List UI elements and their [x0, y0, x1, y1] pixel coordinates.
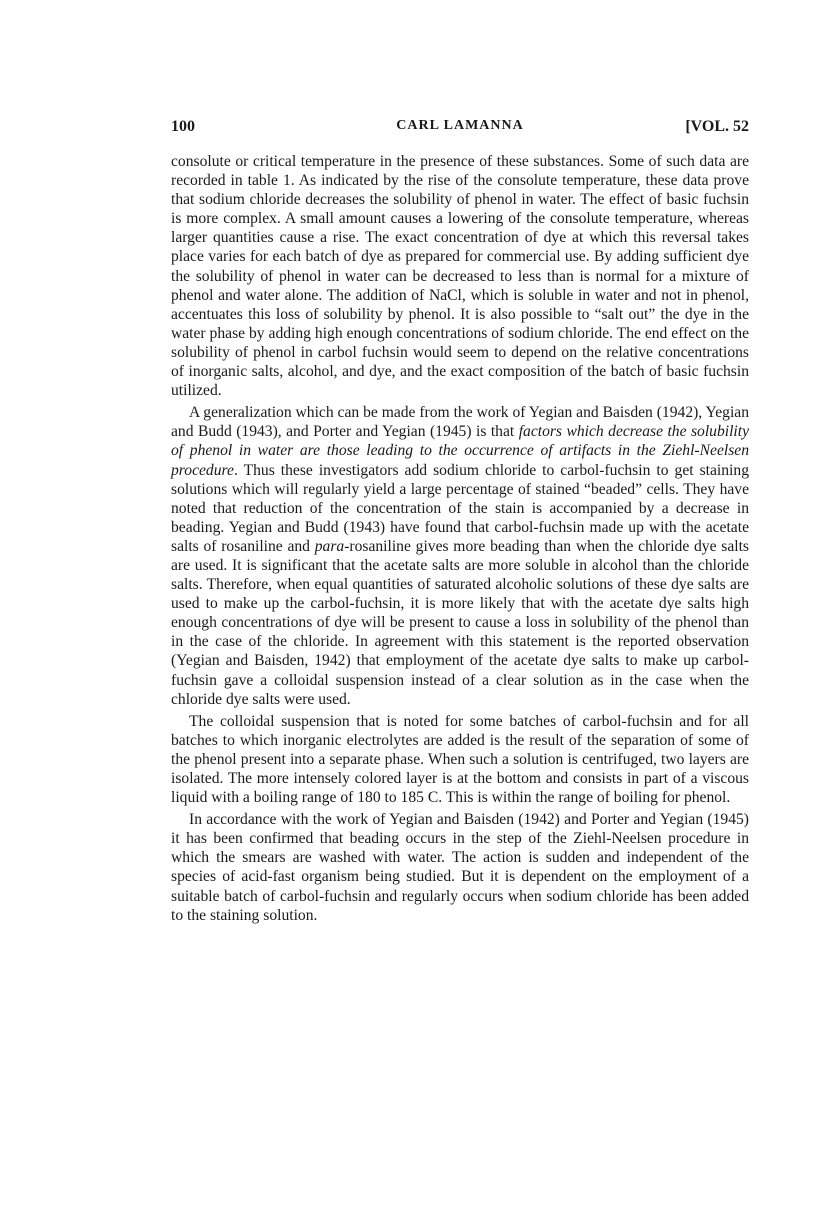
paragraph-text: The colloidal suspension that is noted for some batches of carbol-fuchsin and for all batches to which inorganic electrolytes are added is the result of the separation of some of the phenol present into a separate phase. When such a solution is centrifuged, two layers are isolated. The more intensely colored layer is at the bottom and consists in part of a viscous liquid with a boiling range of 180 to 185 C. This is within the range of boiling for phenol. — [171, 712, 749, 807]
paragraph-3 — [171, 712, 749, 807]
paragraph-text: -rosaniline gives more beading than when the chloride dye salts are used. It is significant that the acetate salts are more soluble in alcohol than the chloride salts. Therefore, when equal quantities of saturated alcoholic solutions of these dye salts are used to make up the carbol-fuchsin, it is more likely that with the acetate dye salts high enough concentrations of dye will be present to cause a loss in solubility of the phenol than in the case of the chloride. In agreement with this statement is the reported observation (Yegian and Baisden, 1942) that employment of the acetate dye salts to make up carbol-fuchsin gave a colloidal suspension instead of a clear solution as in the case when the chloride dye salts were used. — [171, 537, 749, 708]
author-name: CARL LAMANNA — [396, 118, 524, 133]
paragraph-4 — [171, 810, 749, 925]
paragraph-text: A generalization which can be made from the work of Yegian and Baisden (1942), Yegian and Budd (1943), and Porter and Yegian (1945) is that — [171, 404, 749, 441]
paragraph-text: consolute or critical temperature in the presence of these substances. Some of such data are recorded in table 1. As indicated by the rise of the consolute temperature, these data prove that sodium chloride decreases the solubility of phenol in water. The effect of basic fuchsin is more complex. A small amount causes a lowering of the consolute temperature, whereas larger quantities cause a rise. The exact concentration of dye at which this reversal takes place varies for each batch of dye as prepared for commercial use. By adding sufficient dye the solubility of phenol in water can be decreased to less than is normal for a mixture of phenol and water alone. The addition of NaCl, which is soluble in water and not in phenol, accentuates this loss of solubility by phenol. It is also possible to “salt out” the dye in the water phase by adding high enough concentrations of sodium chloride. The end effect on the solubility of phenol in carbol fuchsin would seem to depend on the relative concentrations of inorganic salts, alcohol, and dye, and the exact composition of the batch of basic fuchsin utilized. — [171, 153, 749, 400]
paragraph-2 — [171, 403, 749, 709]
journal-page — [171, 118, 749, 928]
paragraph-1 — [171, 152, 749, 400]
volume-label: [VOL. 52 — [685, 118, 749, 135]
italic-emphasis: factors which decrease the solubility of phenol in water are those leading to the occurrence of artifacts in the Ziehl-Neelsen procedure — [171, 423, 749, 479]
page-number: 100 — [171, 118, 195, 135]
body-text — [171, 152, 749, 925]
running-head — [171, 118, 749, 140]
italic-emphasis: para — [314, 537, 345, 555]
paragraph-text: . Thus these investigators add sodium chloride to carbol-fuchsin to get staining solutions which will regularly yield a large percentage of stained “beaded” cells. They have noted that reduction of the concentration of the stain is accompanied by a decrease in beading. Yegian and Budd (1943) have found that carbol-fuchsin made up with the acetate salts of rosaniline and — [171, 461, 749, 555]
paragraph-text: In accordance with the work of Yegian and Baisden (1942) and Porter and Yegian (1945) it has been confirmed that beading occurs in the step of the Ziehl-Neelsen procedure in which the smears are washed with water. The action is sudden and independent of the species of acid-fast organism being studied. But it is dependent on the employment of a suitable batch of carbol-fuchsin and regularly occurs when sodium chloride has been added to the staining solution. — [171, 811, 749, 924]
